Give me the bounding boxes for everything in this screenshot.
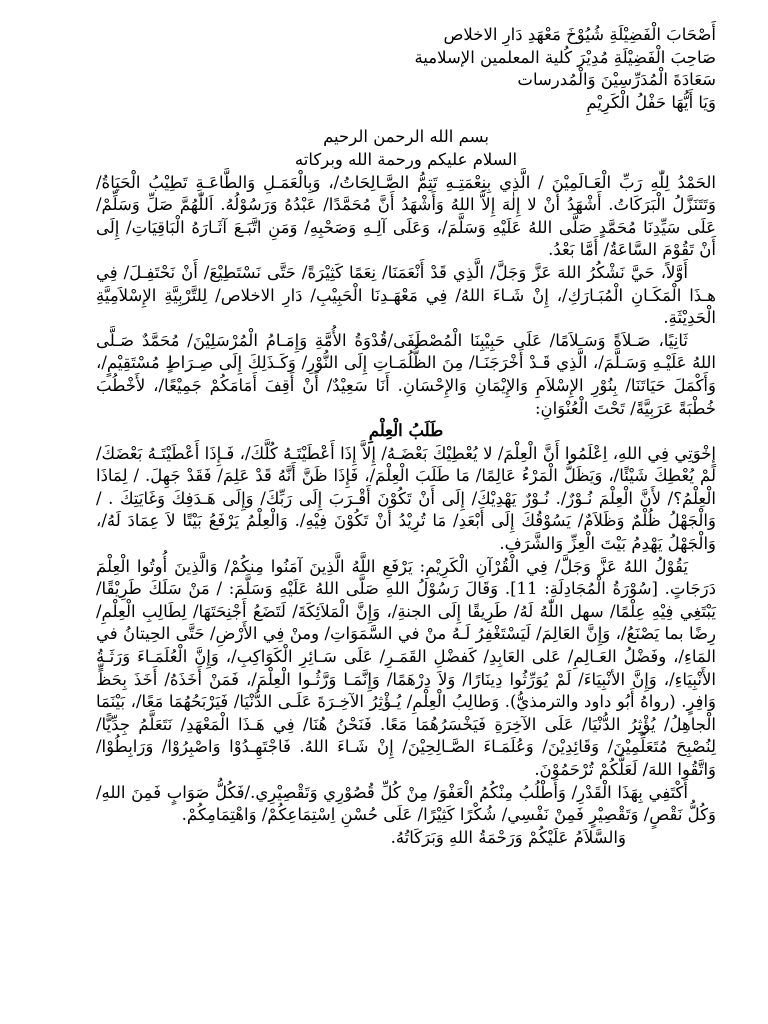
basmala: بسم الله الرحمن الرحيم	[323, 127, 489, 147]
address-block	[96, 24, 716, 114]
intro-paragraph: ثَانِيًا، صَـلاَةً وَسَـلاَمًا/ عَلَى حَبِيْبِنَا الْمُصْطَفَى/قُدْوَةُ الأُمَّةِ وَإِمَـامُ الْمُرْسَلِيْنَ/ مُحَمَّدٌ صَـلَّى اللهُ عَلَيْـهِ وَسَـلَّمَ/، الَّذِي قَـدْ أَخْرَجَنَـا/ مِنَ الظُّلُمَـاتِ إِلَى النُّوْرِ/ وَكَـذَلِكَ إِلَى صِـرَاطٍ مُسْتَقِيْمٍ/، وَأَكْمَلَ حَيَاتَنَا/ بِنُوْرِ الإِسْلاَمِ وَالإِيْمَانِ وَالإِحْسَانِ. أَنَا سَعِيْدٌ/ أَنْ أَقِفَ أَمَامَكُمْ جَمِيْعًا/، لأَخْطُبَ خُطْبَةً عَرَبِيَّةً/ تَحْتَ الْعُنْوَانِ:	[96, 330, 716, 418]
speech-title: طَلَبُ الْعِلْمِ	[368, 421, 444, 441]
intro-paragraph: الحَمْدُ لِلّٰهِ رَبِّ الْعَـالَمِيْنَ / الَّذِي بِنِعْمَتِـهِ تَتِمُّ الصَّـالِحَاتُ/، وَبِالْعَمَـلِ وَالطَّاعَـةِ تَطِيْبُ الْحَيَاةُ/ وَتَتَنَزَّلُ الْبَرَكَاتُ. أَشْهَدُ أَنْ لا إِلٰهَ إِلاَّ اللهُ وَأَشْهَدُ أَنَّ مُحَمَّدًا/ عَبْدُهُ وَرَسُوْلُهُ. اَللّٰهُمَّ صَلِّ وَسَلِّمْ/ عَلَى سَيِّدِنَا مُحَمَّدٍ صَلَّى اللهُ عَلَيْهِ وَسَلَّمَ/، وَعَلَى آلِـهِ وَصَحْبِهِ/ وَمَنِ اتَّبَـعَ آثَـارَهُ الْبَاقِيَاتِ/ إِلَى أَنْ تَقُوْمَ السَّاعَةُ/ أَمَّا بَعْدُ.	[96, 172, 716, 260]
address-line: سَعَادَةَ الْمُدَرِّسِيْنَ وَالْمُدرسات	[517, 70, 716, 90]
intro-paragraph: أَوَّلاً، حَيَّ نَشْكُرُ اللهَ عَزَّ وَجَلَّ/ الَّذِي قَدْ أَنْعَمَنَا/ نِعَمًا كَثِيْرَةً/ حَتَّى نَسْتَطِيْعَ/ أَنْ نَحْتَفِـلَ/ فِي هـذَا الْمَكَـانِ الْمُبَـارَكِ/، إِنْ شَـاءَ اللهُ/ فِي مَعْهَـدِنَا الْحَبِيْبِ/ دَارِ الاخلاص/ لِلتَّرْبِيَّةِ الإِسْلاَمِيَّةِ الْحَدِيْثَةِ.	[96, 262, 716, 328]
body-paragraph: أَكْتَفِي بِهَذَا الْقَدْرِ/ وَأَطْلُبُ مِنْكُمُ الْعَفْوَ/ مِنْ كُلِّ قُصُوْرِي وَتَقْصِيْرِي./فَكُلُّ صَوَابٍ فَمِنَ اللهِ/ وَكُلُّ نَقْصٍ/ وَتَقْصِيْرٍ فَمِنْ نَفْسِي/ شُكْرًا كَثِيْرًا/ عَلَى حُسْنِ اِسْتِمَاعِكُمْ/ وَاهْتِمَامِكُمْ.	[96, 782, 716, 825]
salam-greeting: السلام عليكم ورحمة الله وبركاته	[294, 149, 518, 169]
body-paragraph: إِخْوَتِي فِي اللهِ، اِعْلَمُوا أَنَّ الْعِلْمَ/ لا يُعْطِيْكَ بَعْضَـهُ/ إِلاَّ إِذَا أَعْطَيْتَـهُ كُلَّكَ/، فَـإِذَا أَعْطَيْتَـهُ بَعْضَكَ/ لَمْ يُعْطِكَ شَيْئًا/، وَيَظَلُّ الْمَرْءُ عَالِمًا/ مَا طَلَبَ الْعِلْمَ/، فَإِذَا ظَنَّ أَنَّهُ قَدْ عَلِمَ/ فَقَدْ جَهِلَ. / لِمَاذَا الْعِلْمُ؟/ لأَنَّ الْعِلْمَ نُـوْرٌ/. نُـوْرٌ يَهْدِيْكَ/ إِلَى أَنْ تَكُوْنَ أَقْـرَبَ إِلَى رَبِّكَ/ وَإِلَى هَـدَفِكَ وَغَايَتِكَ . / وَالْجَهْلُ ظُلْمٌ وَظَلاَمٌ/ يَسُوْقُكَ إِلَى أَبْعَدِ/ مَا تُرِيْدُ أَنْ تَكُوْنَ فِيْهِ/. وَالْعِلْمُ يَرْفَعُ بَيْتًا لاَ عِمَادَ لَهُ/، وَالْجَهْلُ يَهْدِمُ بَيْتَ الْعِزِّ وَالشَّرَفِ.	[96, 443, 716, 554]
closing-salam: وَالسَّلاَمُ عَلَيْكُمْ وَرَحْمَةُ اللهِ وَبَرَكَاتُهُ.	[390, 827, 626, 847]
body-paragraph: يَقُوْلُ اللهُ عَزَّ وَجَلَّ/ فِي الْقُرْآنِ الْكَرِيْمِ: يَرْفَعِ اللَّهُ الَّذِينَ آمَنُوا مِنكُمْ/ وَالَّذِينَ أُوتُوا الْعِلْمَ دَرَجَاتٍ. [سُوْرَةُ الْمُجَادِلَةِ: 11]. وَقَالَ رَسُوْلُ اللهِ صَلَّى اللهُ عَلَيْهِ وَسَلَّمَ: / مَنْ سَلَكَ طَرِيْقًا/ يَبْتَغِي فِيْهِ عِلْمًا/ سهل اللّٰهُ لَهُ/ طَرِيقًا إِلَى الجنةِ/، وَإِنَّ الْمَلاَئِكَةَ/ لَتَضَعُ أَجْنِحَتَهَا/ لِطَالِبِ الْعِلْمِ/ رِضًا بما يَصْنَعُ/، وَإِنَّ العَالِمَ/ لَيَسْتَغْفِرُ لَـهُ منْ في السَّمَوَاتِ/ ومنْ فِي الأَرْضِ/ حَتَّى الحِيتانُ في المَاءِ/، وفَضْلُ العَـالِمِ/ عَلى العَابِدِ/ كَفضْلِ القَمَـرِ/ عَلَى سَـائِرِ الْكَوَاكِبِ/، وَإِنَّ الْعُلَمَـاءَ وَرَثَـةُ الأَنْبِيَاءِ/، وَإِنَّ الأنْبِيَاءَ/ لَمْ يُوَرِّثُوا دِينَارًا/ وَلاَ دِرْهَمًا/ وَإِنَّمَـا وَرَّثُـوا الْعِلْمَ/، فَمَنْ أَخَذَهُ/ أَخَذَ بِحَظٍّ وَافِرٍ. (رواهُ أَبُو داود والترمذيُّ). وَطالِبُ الْعِلْمِ/ يُـؤْثِرُ الآخِـرَةَ عَلَـى الدُّنْيَا/ فَيَرْبَحُهُمَا مَعًا/، بَيْنَمَا الْجاهِلُ/ يُؤْثِرُ الدُّنْيَا/ عَلَى الآخِرَةِ فَيَخْسَرُهُمَا مَعًا. فَنَحْنُ هُنَا/ فِي هَـذَا الْمَعْهَدِ/ نَتَعَلَّمُ جِدِّيًّا/ لِنُصْبِحَ مُتَعَلِّمِيْنَ/ وَقَائِدِيْنَ/ وَعُلَمَـاءَ الصَّـالِحِيْنَ/ إِنْ شَـاءَ اللهُ. فَاجْتَهِـدُوْا وَاصْبِرُوْا/ وَرَابِطُوْا/ وَاتَّقُوا اللهَ/ لَعَلَّكُمْ تُرْحَمُوْنَ.	[96, 556, 716, 779]
address-line: أَصْحَابَ الْفَضِيْلَةِ شُيُوْخَ مَعْهَدِ دَارِ الاخلاص	[443, 25, 716, 44]
address-line: صَاحِبَ الْفَضِيْلَةِ مُدِيْرَ كُلية المعلمين الإسلامية	[414, 47, 716, 67]
address-line: وَيَا أَيُّهَا حَفْلُ الْكَرِيْمِ	[586, 92, 716, 112]
speech-document	[96, 24, 716, 849]
